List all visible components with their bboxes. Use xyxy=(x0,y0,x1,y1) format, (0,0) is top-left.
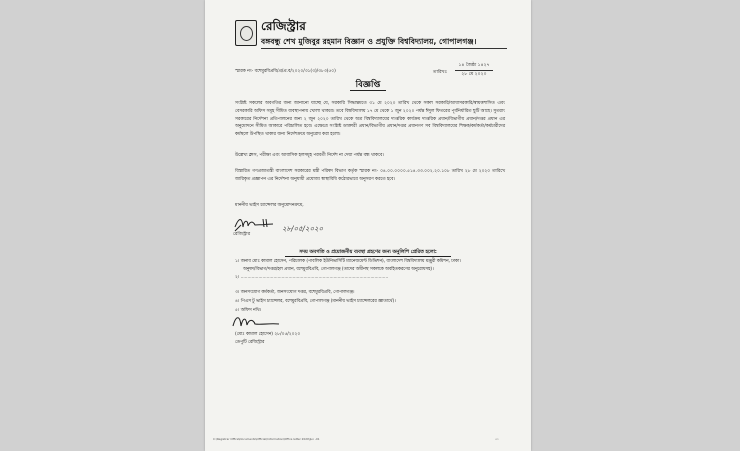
body-paragraph-3: বিস্তারিত গণপ্রজাতন্ত্রী বাংলাদেশ সরকারের মন্ত্রী পরিষদ বিভাগ কর্তৃক স্মারক নং- ০৪.০০.০০০০.৫১৪.৩৩.০০২.২০.১০৮ তারিখ ২৮ মে ২০২০ তারিখে জারিকৃত প্রজ্ঞাপন এর নির্দেশনা অনুযায়ী প্রযোজ্য স্বাস্থ্যবিধি কঠোরভাবে অনুসরণ করতে হবে। xyxy=(235,169,505,182)
letterhead-title: রেজিস্ট্রার xyxy=(261,19,306,33)
deputy-registrar-signature xyxy=(231,312,283,332)
letterhead-divider xyxy=(261,48,507,49)
date-block xyxy=(455,62,493,79)
body-paragraph-4: মাননীয় ভাইস চ্যান্সেলর অনুমোদনক্রমে, xyxy=(235,203,304,208)
signature-date: ২৮/০৫/২০২০ xyxy=(282,225,324,233)
date-divider xyxy=(455,70,493,71)
distribution-item-1: ১। জনাব মোঃ কামাল হোসেন, পরিচালক (পাবলিক ইউনিভার্সিটি ম্যানেজমেন্ট ডিভিশন), বাংলাদেশ বিশ্ববিদ্যালয় মঞ্জুরী কমিশন, ঢাকা। xyxy=(235,259,461,264)
distribution-item-2: ২। ............................................................................................................ xyxy=(235,275,389,280)
memo-number: স্মারক নং- বশেমুরবিপ্রবি/প্র/প্র.ব/২০২০/৩১(৩)/৩৮৩(৫০) xyxy=(235,69,336,74)
distribution-item-1-cont: অনুষদ/বিভাগ/দপ্তর/হল প্রধান, বশেমুরবিপ্রবি, গোপালগঞ্জ (তাদের অধীনস্থ সকলকে অবহিতকরণের অনুরোধসহ)। xyxy=(243,267,434,272)
page-number: ৫১ xyxy=(495,437,499,441)
letterhead-subtitle: বঙ্গবন্ধু শেখ মুজিবুর রহমান বিজ্ঞান ও প্রযুক্তি বিশ্ববিদ্যালয়, গোপালগঞ্জ। xyxy=(261,37,477,46)
notice-document xyxy=(205,0,531,451)
date-label: তারিখঃ xyxy=(433,70,448,75)
university-logo-icon xyxy=(235,20,257,46)
body-paragraph-2: উল্লেখ্য ক্লাস, পরীক্ষা এবং আবাসিক হলসমূহ পরবর্তী নির্দেশ না দেয়া পর্যন্ত বন্ধ থাকবে। xyxy=(235,153,384,158)
distribution-underline xyxy=(285,256,451,257)
deputy-registrar-title: ডেপুটি রেজিস্ট্রার xyxy=(235,340,265,345)
distribution-item-4: ৪। পিএস টু ভাইস চ্যান্সেলর, বশেমুরবিপ্রবি, গোপালগঞ্জ (মাননীয় ভাইস চ্যান্সেলরের জ্ঞাতার্থে)। xyxy=(235,299,396,304)
deputy-registrar-name: (মোঃ কামাল হোসেন) ২৮/০৫/২০২০ xyxy=(235,332,301,337)
date-bengali: ১৪ জৈষ্ঠ্য ১৪২৭ xyxy=(458,63,490,68)
distribution-item-5: ৫। অফিস নথি। xyxy=(235,308,262,313)
heading-underline xyxy=(350,90,386,91)
footer-path: C:\Registrar Office\Documents\Official\Information\Office letter 2020\Jun -01 xyxy=(213,437,320,441)
signature-label: রেজিস্ট্রার xyxy=(233,232,251,237)
body-paragraph-1: সংশ্লিষ্ট সকলের অবগতির জন্য জানানো যাচ্ছে যে, সরকারি সিদ্ধান্তমতে ৩১ মে ২০২০ তারিখ থেকে সকল সরকারি/আধাসরকারি/স্বায়ত্তশাসিত এবং বেসরকারি অফিস সমূহ সীমিত ব্যবস্থাপনায় খোলা থাকবে। তবে বিশ্ববিদ্যালয় ১৭ মে থেকে ১ জুন ২০২০ পর্যন্ত ঈদুল ফিতরের পূর্বনির্ধারিত ছুটি আছে। সুতরাং সরকারের নির্দেশনা প্রতিপালনের জন্য ২ জুন ২০২০ তারিখ থেকে অত্র বিশ্ববিদ্যালয়ের দাপ্তরিক কার্যক্রম দাপ্তরিক প্রধান/বিভাগীয় প্রধান/দপ্তর প্রধান এর অনুমোদনে সীমিত আকারে পরিচালিত হবে। এক্ষেত্রে সংশ্লিষ্ট ডাক্তারী প্রধান/বিভাগীয় প্রধান/দপ্তর প্রধানগণ সব বিশ্ববিদ্যালয়ের শিক্ষক/কর্মকর্তা/কর্মচারীদের কর্মস্থলে উপস্থিত থাকার জন্য নির্দেশক্রমে অনুরোধ করা হলো। xyxy=(235,101,505,138)
distribution-heading: সদয় অবগতি ও প্রয়োজনীয় ব্যবস্থা গ্রহণের জন্য অনুলিপি প্রেরিত হলো: xyxy=(299,250,437,255)
distribution-item-3: ৩। জনসংযোগ কর্মকর্তা, জনসংযোগ দপ্তর, বশেমুরবিপ্রবি, গোপালগঞ্জ। xyxy=(235,290,355,295)
date-english: ২৮ মে ২০২০ xyxy=(461,71,487,77)
notice-heading: বিজ্ঞপ্তি xyxy=(355,80,381,90)
